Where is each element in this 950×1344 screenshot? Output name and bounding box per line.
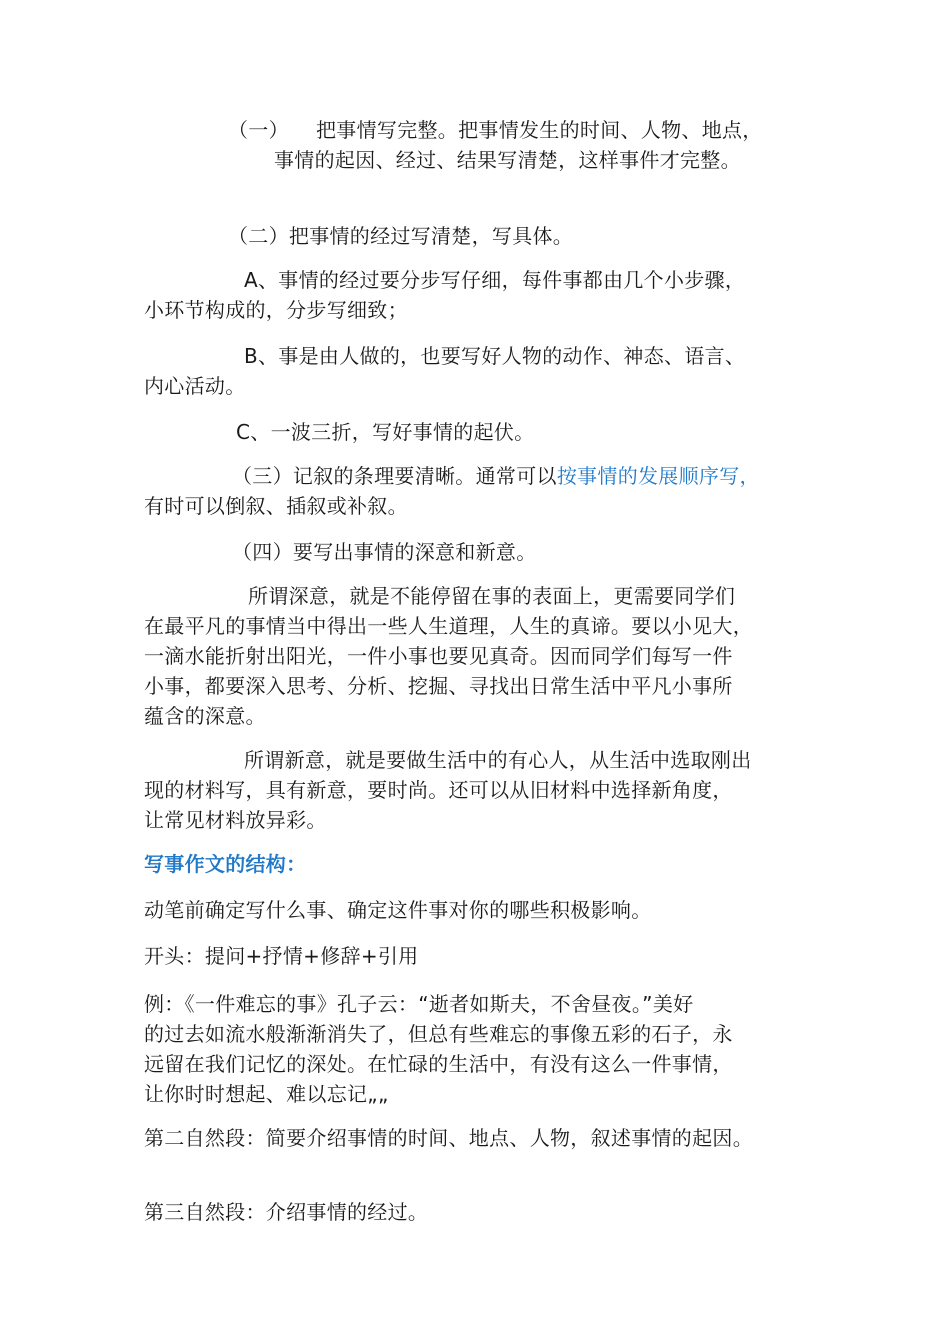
point-a-line-1: A、事情的经过要分步写仔细，每件事都由几个小步骤， bbox=[244, 268, 746, 292]
section-1-label: （一） bbox=[228, 118, 289, 142]
section-1-line-2: 事情的起因、经过、结果写清楚，这样事件才完整。 bbox=[274, 148, 741, 172]
point-c-line: C、一波三折，写好事情的起伏。 bbox=[236, 420, 535, 444]
second-paragraph-instruction: 第二自然段：简要介绍事情的时间、地点、人物，叙述事情的起因。 bbox=[144, 1126, 753, 1150]
deep-meaning-line-5: 蕴含的深意。 bbox=[144, 704, 266, 728]
point-b-line-2: 内心活动。 bbox=[144, 374, 246, 398]
example-line-3: 远留在我们记忆的深处。在忙碌的生活中，有没有这么一件事情， bbox=[144, 1052, 733, 1076]
deep-meaning-line-1: 所谓深意，就是不能停留在事的表面上，更需要同学们 bbox=[248, 584, 736, 608]
section-2-title: （二）把事情的经过写清楚，写具体。 bbox=[228, 224, 574, 248]
structure-paragraph-1: 动笔前确定写什么事、确定这件事对你的哪些积极影响。 bbox=[144, 898, 652, 922]
deep-meaning-line-3: 一滴水能折射出阳光，一件小事也要见真奇。因而同学们每写一件 bbox=[144, 644, 733, 668]
deep-meaning-line-4: 小事，都要深入思考、分析、挖掘、寻找出日常生活中平凡小事所 bbox=[144, 674, 733, 698]
section-1-line-1: 把事情写完整。把事情发生的时间、人物、地点， bbox=[316, 118, 763, 142]
section-3-line-2: 有时可以倒叙、插叙或补叙。 bbox=[144, 494, 408, 518]
deep-meaning-line-2: 在最平凡的事情当中得出一些人生道理，人生的真谛。要以小见大， bbox=[144, 614, 753, 638]
example-line-1: 例：《一件难忘的事》孔子云：“逝者如斯夫，不舍昼夜。”美好 bbox=[144, 992, 694, 1016]
point-b-line-1: B、事是由人做的，也要写好人物的动作、神态、语言、 bbox=[244, 344, 746, 368]
section-3-line-1 bbox=[232, 462, 760, 490]
section-4-title: （四）要写出事情的深意和新意。 bbox=[232, 540, 537, 564]
example-line-4: 让你时时想起、难以忘记„„ bbox=[144, 1082, 389, 1106]
structure-heading: 写事作文的结构： bbox=[144, 852, 307, 876]
section-3-highlight: 按事情的发展顺序写， bbox=[556, 464, 760, 488]
structure-opening: 开头：提问+抒情+修辞+引用 bbox=[144, 944, 419, 968]
section-3-prefix: （三）记叙的条理要清晰。通常可以 bbox=[232, 464, 557, 488]
example-line-2: 的过去如流水般渐渐消失了，但总有些难忘的事像五彩的石子，永 bbox=[144, 1022, 733, 1046]
point-a-line-2: 小环节构成的，分步写细致； bbox=[144, 298, 408, 322]
new-meaning-line-1: 所谓新意，就是要做生活中的有心人，从生活中选取刚出 bbox=[244, 748, 752, 772]
new-meaning-line-3: 让常见材料放异彩。 bbox=[144, 808, 327, 832]
new-meaning-line-2: 现的材料写，具有新意，要时尚。还可以从旧材料中选择新角度， bbox=[144, 778, 733, 802]
third-paragraph-instruction: 第三自然段：介绍事情的经过。 bbox=[144, 1200, 429, 1224]
